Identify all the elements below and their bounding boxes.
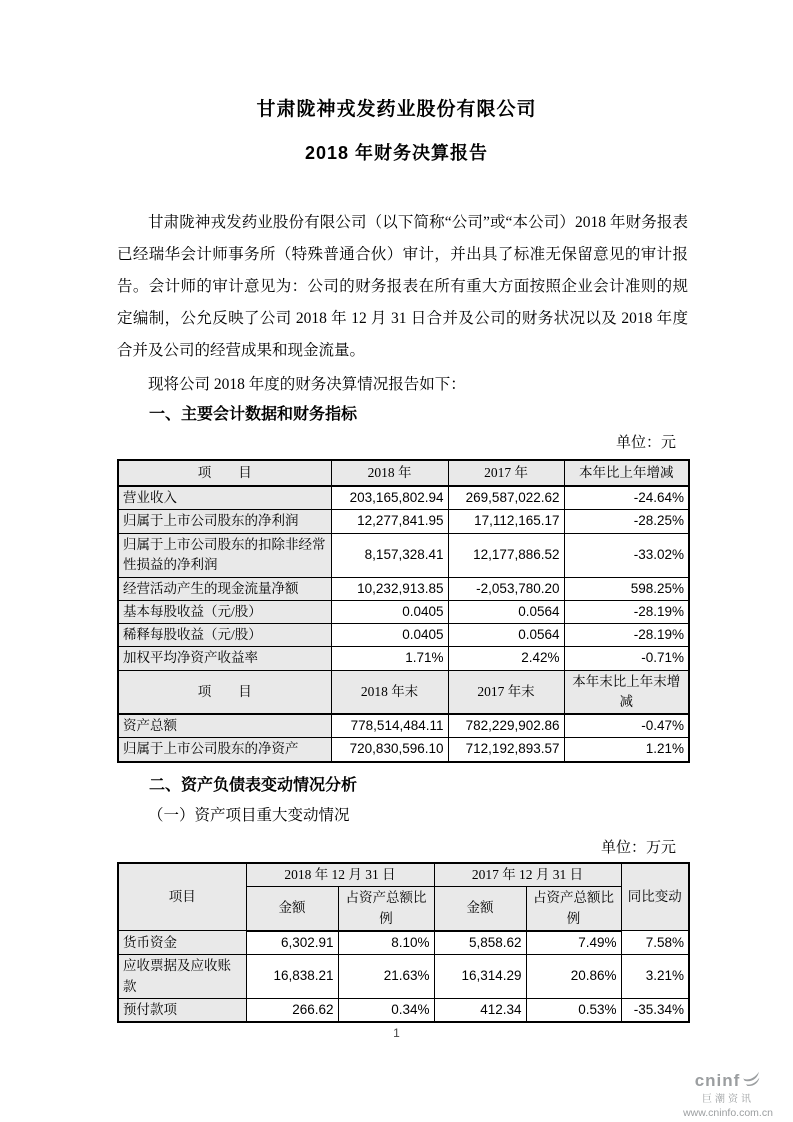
row-label: 营业收入	[118, 486, 331, 510]
value-change: -0.71%	[564, 647, 689, 670]
amount-2017: 16,314.29	[434, 955, 526, 999]
table-row	[118, 714, 689, 738]
cninfo-logo	[667, 1068, 789, 1120]
subheader-ratio-2018: 占资产总额比例	[338, 887, 434, 931]
header-2017: 2017 年	[448, 460, 564, 486]
value-change: -28.19%	[564, 624, 689, 647]
subheader-ratio-2017: 占资产总额比例	[526, 887, 621, 931]
value-change: -28.19%	[564, 600, 689, 623]
lead-in-paragraph: 现将公司 2018 年度的财务决算情况报告如下：	[148, 376, 466, 393]
cninfo-brand-row	[667, 1068, 789, 1093]
value-2017: 12,177,886.52	[448, 533, 564, 577]
row-label: 归属于上市公司股东的净利润	[118, 510, 331, 533]
section-1-heading: 一、主要会计数据和财务指标	[149, 406, 358, 423]
header-item: 项 目	[118, 670, 331, 714]
subheader-amount-2017: 金额	[434, 887, 526, 931]
unit-label-wanyuan: 单位：万元	[600, 840, 676, 856]
ratio-2018: 8.10%	[338, 931, 434, 955]
value-2018: 0.0405	[331, 624, 448, 647]
header-change: 本年比上年增减	[564, 460, 689, 486]
asset-changes-table	[117, 862, 690, 1023]
value-2017: 0.0564	[448, 624, 564, 647]
table-row	[118, 577, 689, 600]
amount-2017: 5,858.62	[434, 931, 526, 955]
yoy-change: 7.58%	[621, 931, 689, 955]
section-2-subheading: （一）资产项目重大变动情况	[148, 807, 350, 824]
value-2017: 269,587,022.62	[448, 486, 564, 510]
ratio-2017: 7.49%	[526, 931, 621, 955]
header-date-2017: 2017 年 12 月 31 日	[434, 863, 621, 887]
unit-label-yuan: 单位：元	[615, 435, 676, 451]
row-label: 加权平均净资产收益率	[118, 647, 331, 670]
amount-2017: 412.34	[434, 999, 526, 1023]
header-item: 项 目	[118, 460, 331, 486]
header-2018-end: 2018 年末	[331, 670, 448, 714]
cninfo-chinese-name: 巨潮资讯	[702, 1094, 754, 1105]
value-2017: 2.42%	[448, 647, 564, 670]
table-row	[118, 624, 689, 647]
company-title: 甘肃陇神戎发药业股份有限公司	[256, 99, 537, 120]
header-end-change: 本年末比上年末增减	[564, 670, 689, 714]
value-change: -24.64%	[564, 486, 689, 510]
table-row	[118, 486, 689, 510]
row-label: 资产总额	[118, 714, 331, 738]
value-2018: 720,830,596.10	[331, 738, 448, 762]
table-header-row	[118, 670, 689, 714]
table-row	[118, 738, 689, 762]
header-date-2018: 2018 年 12 月 31 日	[246, 863, 434, 887]
value-2018: 10,232,913.85	[331, 577, 448, 600]
key-financials-table	[117, 459, 690, 763]
ratio-2018: 0.34%	[338, 999, 434, 1023]
table-row	[118, 931, 689, 955]
value-change: -33.02%	[564, 533, 689, 577]
value-2018: 778,514,484.11	[331, 714, 448, 738]
yoy-change: 3.21%	[621, 955, 689, 999]
ratio-2017: 0.53%	[526, 999, 621, 1023]
table-row	[118, 600, 689, 623]
table-row	[118, 533, 689, 577]
amount-2018: 16,838.21	[246, 955, 338, 999]
report-title: 2018 年财务决算报告	[304, 143, 489, 163]
section-2-heading: 二、资产负债表变动情况分析	[149, 777, 358, 794]
cninfo-url: www.cninfo.com.cn	[683, 1107, 773, 1119]
value-2018: 203,165,802.94	[331, 486, 448, 510]
header-yoy: 同比变动	[621, 863, 689, 931]
cninfo-swoosh-icon	[741, 1068, 761, 1093]
yoy-change: -35.34%	[621, 999, 689, 1023]
amount-2018: 266.62	[246, 999, 338, 1023]
value-2017: 712,192,893.57	[448, 738, 564, 762]
value-2018: 1.71%	[331, 647, 448, 670]
value-2017: 0.0564	[448, 600, 564, 623]
row-label: 归属于上市公司股东的净资产	[118, 738, 331, 762]
table-header-row	[118, 863, 689, 887]
header-2017-end: 2017 年末	[448, 670, 564, 714]
table-row	[118, 999, 689, 1023]
value-2018: 12,277,841.95	[331, 510, 448, 533]
row-label: 归属于上市公司股东的扣除非经常性损益的净利润	[118, 533, 331, 577]
value-change: -28.25%	[564, 510, 689, 533]
row-label: 经营活动产生的现金流量净额	[118, 577, 331, 600]
intro-paragraph: 甘肃陇神戎发药业股份有限公司（以下简称“公司”或“本公司）2018 年财务报表已经瑞华会计师事务所（特殊普通合伙）审计，并出具了标准无保留意见的审计报告。会计师的审计意见为：公司的财务报表在所有重大方面按照企业会计准则的规定编制，公允反映了公司 2018 年 12 月 31 日合并及公司的财务状况以及 2018 年度合并及公司的经营成果和现金流量。	[117, 214, 688, 359]
ratio-2017: 20.86%	[526, 955, 621, 999]
value-change: 598.25%	[564, 577, 689, 600]
value-change: -0.47%	[564, 714, 689, 738]
value-2017: 782,229,902.86	[448, 714, 564, 738]
ratio-2018: 21.63%	[338, 955, 434, 999]
table-row	[118, 955, 689, 999]
row-label: 预付款项	[118, 999, 246, 1023]
row-label: 基本每股收益（元/股）	[118, 600, 331, 623]
value-2018: 8,157,328.41	[331, 533, 448, 577]
header-2018: 2018 年	[331, 460, 448, 486]
subheader-amount-2018: 金额	[246, 887, 338, 931]
page-number: 1	[393, 1026, 400, 1040]
value-2018: 0.0405	[331, 600, 448, 623]
row-label: 稀释每股收益（元/股）	[118, 624, 331, 647]
value-change: 1.21%	[564, 738, 689, 762]
value-2017: -2,053,780.20	[448, 577, 564, 600]
header-item: 项目	[118, 863, 246, 931]
cninfo-brand-text: cninf	[694, 1070, 741, 1090]
row-label: 应收票据及应收账款	[118, 955, 246, 999]
table-header-row	[118, 460, 689, 486]
table-row	[118, 510, 689, 533]
value-2017: 17,112,165.17	[448, 510, 564, 533]
amount-2018: 6,302.91	[246, 931, 338, 955]
row-label: 货币资金	[118, 931, 246, 955]
table-row	[118, 647, 689, 670]
